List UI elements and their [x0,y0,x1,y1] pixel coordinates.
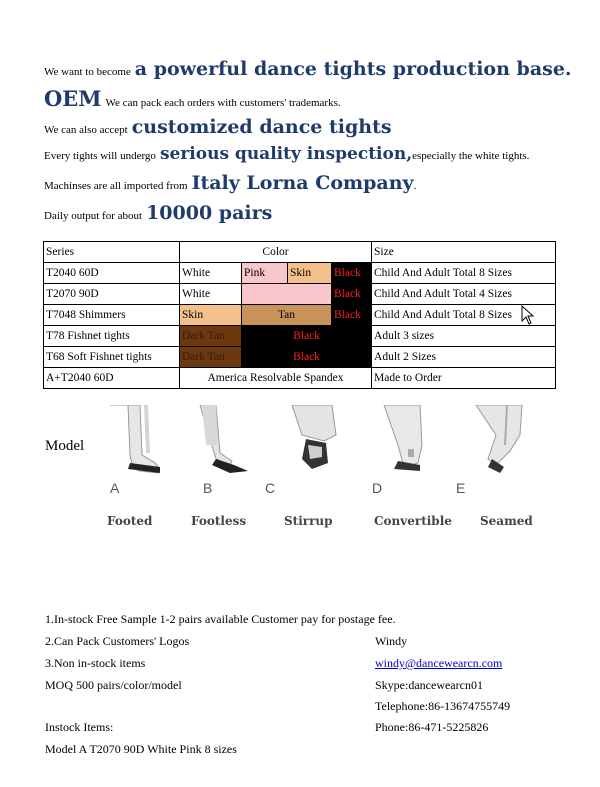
intro-highlight: 10000 pairs [146,202,273,224]
model-d-convertible-image [374,405,474,475]
color-cell-white: White [180,284,242,305]
series-cell: T68 Soft Fishnet tights [44,347,180,368]
series-cell: T2070 90D [44,284,180,305]
note-model-a: Model A T2070 90D White Pink 8 sizes [45,742,237,756]
intro-line-6 [44,202,272,224]
series-cell: T78 Fishnet tights [44,326,180,347]
intro-highlight: customized dance tights [131,116,392,138]
color-cell-skin: Skin [180,305,242,326]
contact-phone: Phone:86-471-5225826 [375,720,489,734]
model-b-caption: Footless [191,514,247,528]
color-cell-dark-tan: Dark Tan [180,347,242,368]
size-cell: Adult 2 Sizes [372,347,556,368]
size-cell: Child And Adult Total 8 Sizes [372,263,556,284]
model-e-seamed-image [466,405,566,475]
color-cell-skin: Skin [288,263,332,284]
model-section-title: Model [45,438,85,454]
intro-line-5 [44,172,416,194]
size-cell: Child And Adult Total 4 Sizes [372,284,556,305]
intro-text: especially the white tights. [412,150,530,162]
model-c-letter: C [265,480,276,496]
oem-highlight: OEM [44,86,102,111]
color-cell-black: Black [242,326,372,347]
color-cell-black: Black [242,347,372,368]
model-d-caption: Convertible [374,514,452,528]
intro-highlight: a powerful dance tights production base. [134,58,572,80]
note-free-sample: 1.In-stock Free Sample 1-2 pairs available Customer pay for postage fee. [45,612,396,626]
model-b-footless-image [190,405,290,475]
table-row [44,305,556,326]
intro-text: Machinses are all imported from [44,180,188,192]
color-cell-dark-tan: Dark Tan [180,326,242,347]
product-spec-table [43,241,556,389]
note-non-instock: 3.Non in-stock items [45,656,146,670]
color-cell-black: Black [332,305,372,326]
series-cell: A+T2040 60D [44,368,180,389]
note-moq: MOQ 500 pairs/color/model [45,678,182,692]
intro-text: We want to become [44,66,131,78]
mouse-cursor-icon [521,305,535,325]
size-cell: Adult 3 sizes [372,326,556,347]
model-a-footed-image [100,405,200,475]
model-a-letter: A [110,480,120,496]
note-instock-items: Instock Items: [45,720,114,734]
intro-line-1 [44,58,572,80]
model-d-letter: D [372,480,383,496]
color-cell-black: Black [332,263,372,284]
color-cell: America Resolvable Spandex [180,368,372,389]
table-header-row [44,242,556,263]
color-cell-tan: Tan [242,305,332,326]
model-c-stirrup-image [282,405,382,475]
intro-highlight: Italy Lorna Company [191,172,414,194]
contact-name: Windy [375,634,408,648]
intro-text: We can also accept [44,124,128,136]
contact-email-link[interactable]: windy@dancewearcn.com [375,656,503,670]
contact-telephone: Telephone:86-13674755749 [375,699,511,713]
size-cell: Made to Order [372,368,556,389]
table-row [44,347,556,368]
contact-skype: Skype:dancewearcn01 [375,678,483,692]
model-e-caption: Seamed [480,514,533,528]
size-cell: Child And Adult Total 8 Sizes [372,305,556,326]
table-row [44,368,556,389]
intro-line-4 [44,144,529,164]
header-series: Series [44,242,180,263]
model-b-letter: B [203,480,213,496]
intro-text: . [413,180,417,192]
intro-line-3 [44,116,392,138]
model-e-letter: E [456,480,466,496]
intro-text: We can pack each orders with customers' trademarks. [105,97,341,109]
color-cell-white: White [180,263,242,284]
table-row [44,284,556,305]
intro-line-2 [44,86,341,111]
series-cell: T7048 Shimmers [44,305,180,326]
intro-text: Every tights will undergo [44,150,156,162]
header-color: Color [180,242,372,263]
table-row [44,326,556,347]
table-row [44,263,556,284]
model-c-caption: Stirrup [284,514,333,528]
color-cell-black: Black [332,284,372,305]
model-a-caption: Footed [107,514,153,528]
intro-text: Daily output for about [44,210,143,222]
color-cell-pink [242,284,332,305]
intro-highlight: serious quality inspection, [159,144,413,164]
color-cell-pink: Pink [242,263,288,284]
series-cell: T2040 60D [44,263,180,284]
header-size: Size [372,242,556,263]
note-pack-logos: 2.Can Pack Customers' Logos [45,634,190,648]
